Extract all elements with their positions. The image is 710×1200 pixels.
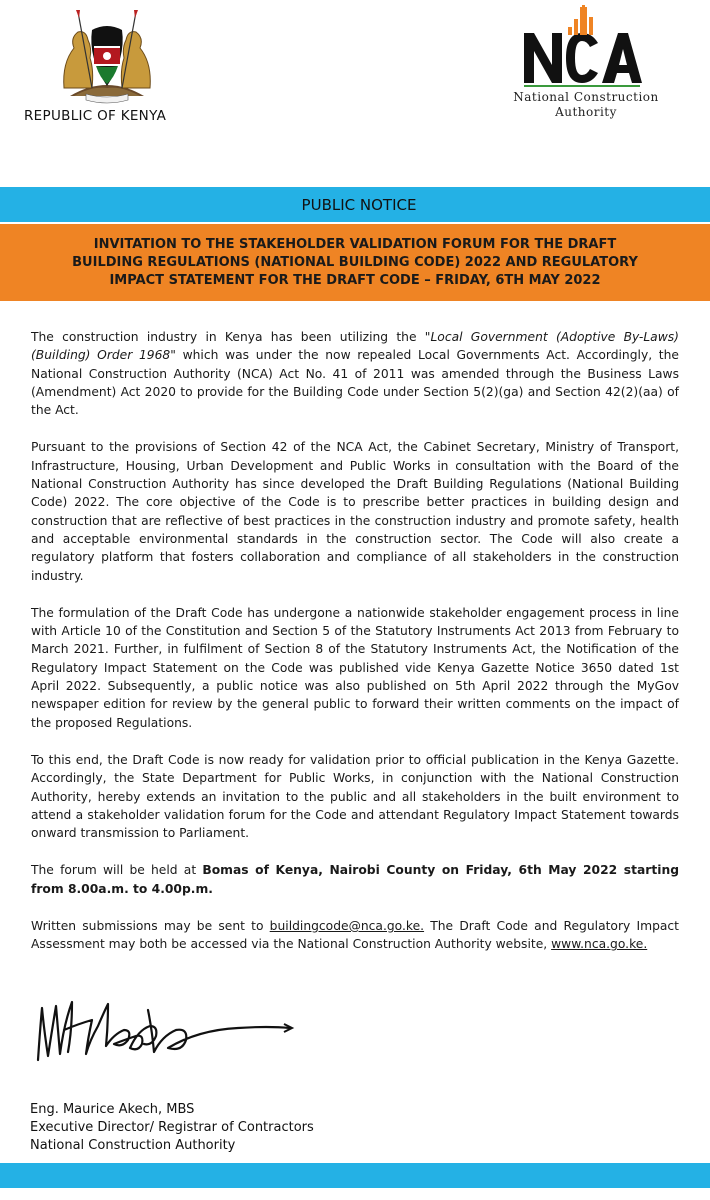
public-notice-title: PUBLIC NOTICE <box>301 195 417 214</box>
notice-body <box>31 328 679 973</box>
headline-bar <box>0 224 710 301</box>
paragraph-2: Pursuant to the provisions of Section 42 of the NCA Act, the Cabinet Secretary, Ministry of Transport, Infrastructure, Housing, Urban Development and Public Works in consultation with the Board of the National Construction Authority has since developed the Draft Building Regulations (National Building Code) 2022. The core objective of the Code is to prescribe better practices in building design and construction that are reflective of best practices in the construction industry and promote safety, health and acceptable environmental standards in the construction sector. The Code will also create a regulatory platform that fosters collaboration and compliance of all stakeholders in the construction industry. <box>31 440 679 583</box>
signatory-block <box>30 1101 314 1155</box>
headline-line2: BUILDING REGULATIONS (NATIONAL BUILDING CODE) 2022 AND REGULATORY <box>72 255 638 270</box>
p1-text-a: The construction industry in Kenya has been utilizing the " <box>31 330 431 344</box>
signatory-name: Eng. Maurice Akech, MBS <box>30 1102 195 1117</box>
signatory-title: Executive Director/ Registrar of Contractors <box>30 1120 314 1135</box>
letterhead <box>0 0 710 185</box>
paragraph-4: To this end, the Draft Code is now ready for validation prior to official publication in the Kenya Gazette. Accordingly, the State Department for Public Works, in conjunction with the National Construction Authority, hereby extends an invitation to the public and all stakeholders in the built environment to attend a stakeholder validation forum for the Code and attendant Regulatory Impact Statement towards onward transmission to Parliament. <box>31 752 679 841</box>
paragraph-3: The formulation of the Draft Code has undergone a nationwide stakeholder engagement process in line with Article 10 of the Constitution and Section 5 of the Statutory Instruments Act 2013 from February to March 2021. Further, in fulfilment of Section 8 of the Statutory Instruments Act, the Notification of the Regulatory Impact Statement on the Code was published vide Kenya Gazette Notice 3650 dated 1st April 2022. Subsequently, a public notice was also published on 5th April 2022 through the MyGov newspaper edition for review by the general public to forward their written comments on the impact of the proposed Regulations. <box>31 605 679 730</box>
headline-line3: IMPACT STATEMENT FOR THE DRAFT CODE – FRIDAY, 6TH MAY 2022 <box>109 273 601 288</box>
paragraph-5 <box>31 861 679 898</box>
nca-logo <box>522 5 642 87</box>
paragraph-1 <box>31 328 679 419</box>
p1-italic-order: Local Government (Adoptive By-Laws) (Building) Order 1968 <box>31 330 679 363</box>
submission-email-link[interactable]: buildingcode@nca.go.ke. <box>269 919 425 934</box>
handwritten-signature <box>28 990 298 1075</box>
forum-venue-date: Bomas of Kenya, Nairobi County on Friday, 6th May 2022 starting from 8.00a.m. to 4.00p.m. <box>31 863 680 896</box>
nca-logo-text: NCA <box>582 55 585 56</box>
nca-full-name <box>488 90 684 120</box>
public-notice-bar <box>0 187 710 222</box>
p6-text-a: Written submissions may be sent to <box>31 919 270 934</box>
paragraph-6 <box>31 917 679 954</box>
headline-text <box>28 236 682 290</box>
nca-website-link[interactable]: www.nca.go.ke. <box>551 937 648 952</box>
p1-text-b: " which was under the now repealed Local Governments Act. Accordingly, the National Construction Authority (NCA) Act No. 41 of 2011 was amended through the Business Laws (Amendment) Act 2020 to provide for the Building Code under Section 5(2)(ga) and Section 42(2)(aa) of the Act. <box>31 348 679 418</box>
headline-line1: INVITATION TO THE STAKEHOLDER VALIDATION FORUM FOR THE DRAFT <box>93 237 617 252</box>
republic-of-kenya-label: REPUBLIC OF KENYA <box>24 108 167 124</box>
nca-name-line2: Authority <box>555 105 617 119</box>
signatory-org: National Construction Authority <box>30 1138 236 1153</box>
p6-text-b: The Draft Code and Regulatory Impact Assessment may both be accessed via the National Construction Authority website, <box>31 919 679 952</box>
kenya-coat-of-arms-icon <box>52 8 162 108</box>
nca-name-line1: National Construction <box>513 90 659 104</box>
footer-bar <box>0 1163 710 1188</box>
p5-text: The forum will be held at <box>31 863 203 878</box>
